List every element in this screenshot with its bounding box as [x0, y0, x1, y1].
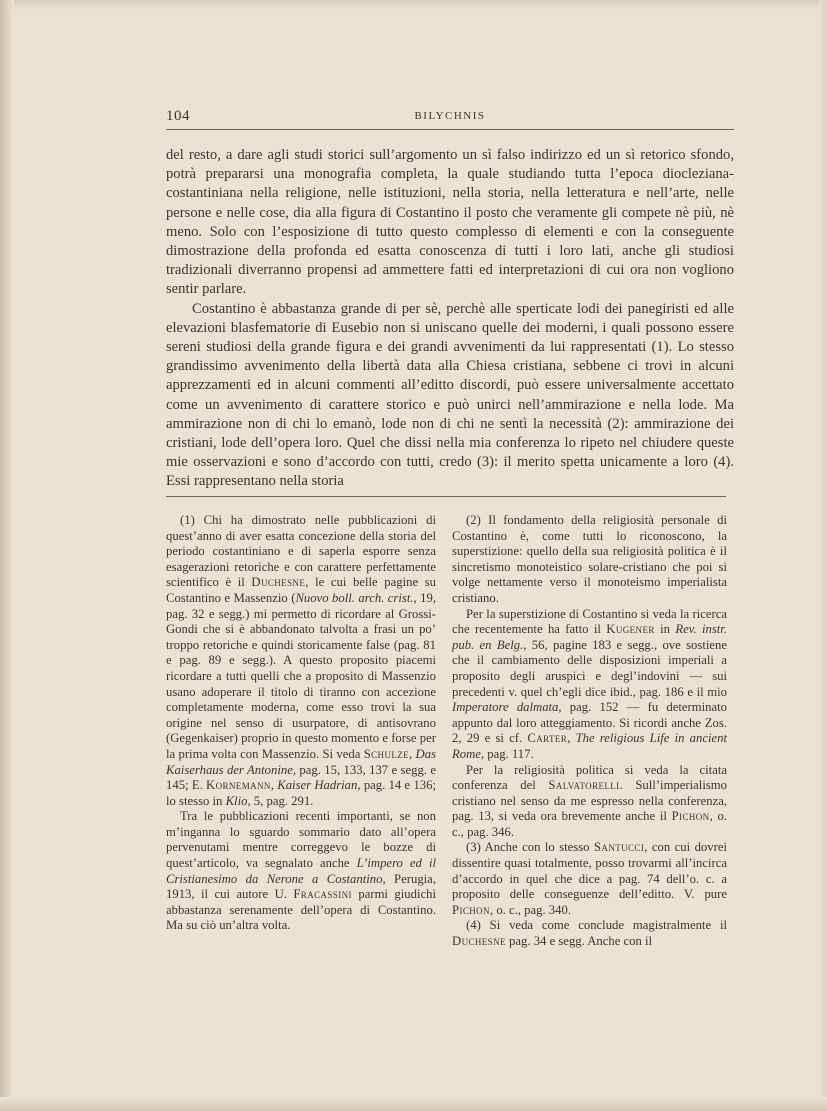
- author-name: Salvatorelli: [548, 778, 620, 793]
- footnote-text: in: [654, 622, 676, 637]
- footnote-text: , pag. 117.: [480, 746, 534, 761]
- footnote-text: (2) Il fondamento della religiosità personale di Costantino è, come tutti lo riconoscono, la superstizione: quello della sua religiosità politica è il sincretismo monoteistico solare-cristiano che poi si volge nettamente verso il monoteismo imperialista cristiano.: [452, 513, 727, 605]
- footnote-paragraph: [166, 809, 436, 934]
- work-title: Klio: [225, 793, 248, 808]
- author-name: Carter: [527, 731, 568, 746]
- work-title: The religious Life in ancient Rome: [452, 731, 728, 761]
- body-paragraph: Costantino è abbastanza grande di per sè, perchè alle sperticate lodi dei panegiristi ed alle elevazioni blasfematorie di Eusebio non si uniscano quelle dei moderni, i quali possono essere sereni studiosi della grande figura e dei grandi avvenimenti da lui rappresentati (1). Lo stesso grandissimo avvenimento della libertà data alla Chiesa cristiana, sebbene ci trovi in alcuni apprezzamenti ed in alcuni commenti all’editto discordi, può essere universalmente accettato come un avvenimento di carattere storico e può unirci nell’ammirazione e nella lode. Ma ammirazione non di chi lo emanò, lode non di chi ne sentì la necessità (2): ammirazione dei cristiani, lode dell’opera loro. Quel che dissi nella mia conferenza lo ripeto nel chiudere queste mie osservazioni e sono d’accordo con tutti, credo (3): il merito spetta unicamente a loro (4). Essi rappresentano nella storia: [166, 300, 734, 490]
- body-text: [166, 146, 734, 492]
- author-name: Fracassini: [293, 887, 352, 902]
- work-title: Imperatore dalmata: [452, 700, 559, 715]
- author-name: Duchesne: [452, 934, 506, 949]
- footnote-text: , 19, pag. 32 e segg.) mi permetto di ricordare al Grossi-Gondi che si è abbandonato talvolta a frasi un po’ troppo retoriche e quindi storicamente false (pag. 81 e pag. 89 e segg.). A questo proposito piacemi ricordare a tutti quelli che a proposito di Massenzio usano adoperare il titolo di tiranno con accezione completamente moderna, come esso trovi la sua origine nel senso di usurpatore, di antisovrano (Gegenkaiser) proprio in questo momento e forse per la prima volta con Massenzio. Si veda: [166, 590, 436, 761]
- footnote-text: . Sull’imperialismo cristiano nel senso da me espresso nella conferenza, pag. 13, si veda ora brevemente anche il: [452, 778, 727, 824]
- footnotes-right-column: [452, 513, 727, 950]
- footnote-text: Per la religiosità politica si veda la citata conferenza del: [452, 762, 727, 793]
- work-title: Nuovo boll. arch. crist.: [295, 590, 414, 605]
- author-name: Pichon: [671, 809, 710, 824]
- page-number: 104: [166, 108, 190, 124]
- work-title: Das Kaiserhaus der Antonine: [166, 746, 436, 777]
- work-title: Kaiser Hadrian: [277, 778, 358, 793]
- author-name: Santucci: [593, 840, 645, 855]
- footnote-text: Per la superstizione di Costantino si veda la ricerca che recentemente ha fatto il: [452, 606, 727, 637]
- footnote-paragraph: [452, 513, 727, 607]
- footnote-text: ,: [409, 746, 416, 761]
- footnote-text: (4) Si veda come conclude magistralmente il: [466, 918, 727, 933]
- footnote-text: Tra le pubblicazioni recenti importanti, se non m’inganna lo sguardo sommario dato all’opera pervenutami mentre correggevo le bozze di quest’articolo, va segnalato anche: [166, 809, 436, 871]
- running-title: BILYCHNIS: [414, 110, 486, 122]
- footnote-text: , pag. 14 e 136; lo stesso in: [166, 778, 437, 808]
- page-edge-bottom: [0, 1097, 827, 1111]
- footnote-text: , con cui dovrei dissentire quasi totalmente, posso trovarmi all’incirca d’accordo in quel che dice a pag. 74 dell’o. c. a proposito delle conseguenze dell’editto. V. pure: [452, 840, 727, 902]
- footnote-paragraph: [452, 840, 727, 918]
- footnotes-left-column: [166, 513, 436, 934]
- work-title: Rev. instr. pub. en Belg.: [452, 622, 727, 652]
- footnote-paragraph: [166, 513, 436, 809]
- header-rule: [166, 129, 734, 130]
- page-edge-right: [819, 0, 827, 1111]
- footnote-text: , pag. 152 — fu determinato appunto dal loro atteggiamento. Si ricordi anche Zos. 2, 29 e si cf.: [452, 700, 727, 746]
- author-name: Duchesne: [251, 575, 306, 590]
- footnote-text: , o. c., pag. 346.: [452, 809, 727, 839]
- author-name: Kornemann: [206, 778, 271, 793]
- author-name: Kugener: [606, 622, 655, 637]
- footnote-text: ,: [567, 731, 576, 746]
- page-header: [166, 106, 734, 128]
- footnote-paragraph: [452, 763, 727, 841]
- footnote-text: , 5, pag. 291.: [247, 793, 314, 808]
- footnote-text: , 56, pagine 183 e segg., ove sostiene che il cambiamento delle disposizioni imperiali a proposito degli aruspici e degl’indovini — sui precedenti v. quel ch’egli dice ibid., pag. 186 e il mio: [452, 637, 727, 699]
- footnote-text: , o. c., pag. 340.: [489, 902, 572, 917]
- footnote-text: parmi giudichi abbastanza serenamente dell’opera di Costantino. Ma su ciò un’altra volta.: [166, 887, 436, 933]
- body-paragraph: del resto, a dare agli studi storici sull’argomento un sì falso indirizzo ed un sì retorico sfondo, potrà prepararsi una monografia completa, la quale studiando tutta l’epoca diocleziana-costantiniana nella religione, nelle istituzioni, nella storia, nella letteratura e nell’arte, nelle persone e nelle cose, dia alla figura di Costantino il posto che veramente gli compete nè più, nè meno. Solo con l’esposizione di tutto questo complesso di elementi e con la conseguente dimostrazione della profonda ed esatta conoscenza di tutti i loro lati, anche gli studiosi tradizionali diverranno propensi ad ammettere fatti ed interpretazioni di cui ora non vogliono sentir parlare.: [166, 147, 734, 298]
- footnote-paragraph: [452, 607, 727, 763]
- page-edge-top: [0, 0, 827, 10]
- page-binding-edge: [0, 0, 14, 1111]
- footnote-text: , Perugia, 1913, il cui autore U.: [166, 871, 436, 902]
- author-name: Schulze: [363, 746, 410, 761]
- footnote-text: , le cui belle pagine su Costantino e Massenzio (: [166, 575, 436, 605]
- footnote-text: (1) Chi ha dimostrato nelle pubblicazioni di quest’anno di aver esatta concezione della storia del periodo costantiniano e di saperla esporre senza esagerazioni retoriche e con carattere perfettamente scientifico è il: [166, 513, 436, 590]
- footnote-text: ,: [270, 778, 278, 793]
- footnote-rule: [166, 496, 726, 497]
- author-name: Pichon: [452, 902, 490, 917]
- work-title: L’impero ed il Cristianesimo da Nerone a Costantino: [166, 856, 436, 886]
- footnote-text: (3) Anche con lo stesso: [466, 840, 594, 855]
- footnote-text: , pag. 15, 133, 137 e segg. e 145; E.: [166, 762, 436, 793]
- footnote-text: pag. 34 e segg. Anche con il: [505, 934, 653, 949]
- footnote-paragraph: [452, 918, 727, 949]
